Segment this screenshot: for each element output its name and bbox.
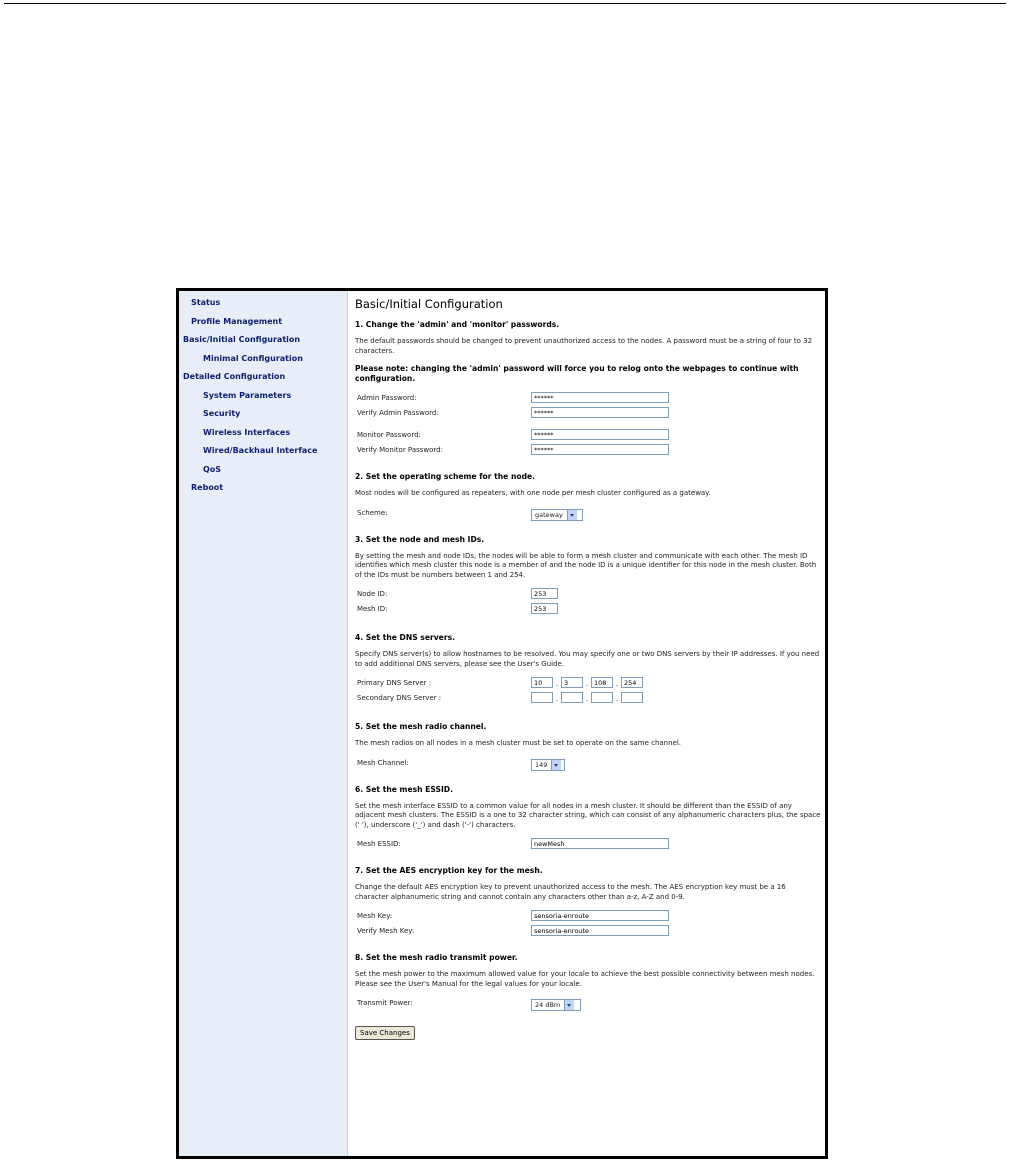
- chevron-down-icon: [567, 510, 577, 520]
- section-passwords-heading: 1. Change the 'admin' and 'monitor' passwords.: [355, 320, 560, 329]
- monitor-password-label: Monitor Password:: [357, 431, 421, 439]
- mesh-essid-row: [355, 838, 821, 853]
- admin-password-row: [355, 392, 821, 407]
- mesh-id-label: Mesh ID:: [357, 605, 388, 613]
- dot-separator: .: [555, 680, 559, 688]
- transmit-power-label: Transmit Power:: [357, 999, 413, 1007]
- section-ids-desc: By setting the mesh and node IDs, the nodes will be able to form a mesh cluster and communicate with each other. The mesh ID identifies which mesh cluster this node is a member of and the node ID is a unique identifier for this node in the mesh cluster. Both of the IDs must be numbers between 1 and 254.: [355, 551, 817, 579]
- primary-dns-label: Primary DNS Server :: [357, 679, 432, 687]
- transmit-power-row: [355, 997, 821, 1012]
- section-aes-heading: 7. Set the AES encryption key for the mesh.: [355, 866, 543, 875]
- sidebar-nav: [179, 291, 348, 1156]
- sidebar-item-reboot[interactable]: Reboot: [191, 483, 224, 492]
- primary-dns-octet-1[interactable]: [531, 677, 553, 688]
- top-rule: [4, 3, 1006, 4]
- node-id-label: Node ID:: [357, 590, 388, 598]
- verify-admin-password-label: Verify Admin Password:: [357, 409, 439, 417]
- verify-mesh-key-label: Verify Mesh Key:: [357, 927, 415, 935]
- section-channel-desc: The mesh radios on all nodes in a mesh cluster must be set to operate on the same channel.: [355, 739, 682, 747]
- mesh-id-row: [355, 603, 821, 620]
- section-ids-heading: 3. Set the node and mesh IDs.: [355, 534, 485, 544]
- chevron-down-icon: [551, 760, 561, 770]
- primary-dns-row: [355, 677, 821, 692]
- mesh-channel-label: Mesh Channel:: [357, 758, 409, 767]
- main-content: [353, 291, 825, 1156]
- scheme-row: [355, 507, 821, 522]
- primary-dns-octet-3[interactable]: [591, 677, 613, 688]
- section-power-heading: 8. Set the mesh radio transmit power.: [355, 953, 518, 962]
- section-aes-desc: Change the default AES encryption key to prevent unauthorized access to the mesh. The AES encryption key must be a 16 character alphanumeric string and cannot contain any characters other than a-z, A-Z and 0-9.: [355, 883, 786, 901]
- sidebar-item-qos[interactable]: QoS: [203, 464, 222, 474]
- verify-monitor-password-row: [355, 444, 821, 459]
- section-dns-heading: 4. Set the DNS servers.: [355, 633, 455, 642]
- mesh-essid-input[interactable]: [531, 838, 669, 849]
- page-title: Basic/Initial Configuration: [355, 297, 503, 311]
- verify-monitor-password-label: Verify Monitor Password:: [357, 446, 443, 454]
- dot-separator: .: [615, 680, 619, 688]
- admin-password-label: Admin Password:: [357, 394, 417, 402]
- mesh-key-row: [355, 910, 821, 925]
- verify-admin-password-input[interactable]: [531, 407, 669, 418]
- node-id-row: [355, 588, 821, 603]
- section-scheme-desc: Most nodes will be configured as repeaters, with one node per mesh cluster configured as a gateway.: [355, 489, 711, 497]
- dot-separator: .: [585, 680, 589, 688]
- section-channel-heading: 5. Set the mesh radio channel.: [355, 722, 487, 731]
- section-power-desc: Set the mesh power to the maximum allowed value for your locale to achieve the best possible connectivity between mesh nodes. Please see the User's Manual for the legal values for your locale.: [355, 970, 815, 988]
- dot-separator: .: [555, 695, 559, 703]
- transmit-power-select[interactable]: [531, 999, 581, 1011]
- sidebar-item-wireless-interfaces[interactable]: Wireless Interfaces: [203, 427, 291, 437]
- secondary-dns-fields: [531, 692, 643, 703]
- admin-password-input[interactable]: [531, 392, 669, 403]
- section-essid-heading: 6. Set the mesh ESSID.: [355, 784, 453, 794]
- chevron-down-icon: [564, 1000, 574, 1010]
- monitor-password-row: [355, 429, 821, 444]
- sidebar-item-wired-backhaul-interface[interactable]: Wired/Backhaul Interface: [203, 446, 318, 455]
- secondary-dns-row: [355, 692, 821, 709]
- primary-dns-octet-2[interactable]: [561, 677, 583, 688]
- mesh-essid-label: Mesh ESSID:: [357, 840, 401, 848]
- section-passwords-desc: The default passwords should be changed to prevent unauthorized access to the nodes. A password must be a string of four to 32 characters.: [355, 337, 813, 355]
- node-id-input[interactable]: [531, 588, 558, 599]
- verify-admin-password-row: [355, 407, 821, 422]
- verify-mesh-key-row: [355, 925, 821, 940]
- secondary-dns-octet-4[interactable]: [621, 692, 643, 703]
- mesh-channel-select[interactable]: [531, 759, 565, 771]
- sidebar-item-basic-initial-configuration[interactable]: Basic/Initial Configuration: [183, 335, 301, 344]
- secondary-dns-octet-1[interactable]: [531, 692, 553, 703]
- sidebar-item-system-parameters[interactable]: System Parameters: [203, 390, 292, 400]
- config-window: [176, 288, 828, 1159]
- monitor-password-input[interactable]: [531, 429, 669, 440]
- sidebar-item-profile-management[interactable]: Profile Management: [191, 316, 283, 326]
- section-essid-desc: Set the mesh interface ESSID to a common value for all nodes in a mesh cluster. It should be different than the ESSID of any adjacent mesh clusters. The ESSID is a one to 32 character string, which can consist of any alphanumeric characters plus, the space (' '), underscore ('_') and dash ('-') characters.: [355, 801, 821, 829]
- secondary-dns-label: Secondary DNS Server :: [357, 694, 442, 702]
- scheme-label: Scheme:: [357, 508, 388, 517]
- section-scheme-heading: 2. Set the operating scheme for the node.: [355, 472, 536, 481]
- sidebar-item-security[interactable]: Security: [203, 409, 241, 418]
- primary-dns-fields: [531, 677, 643, 688]
- sidebar-item-minimal-configuration[interactable]: Minimal Configuration: [203, 353, 303, 363]
- section-passwords-note: Please note: changing the 'admin' password will force you to relog onto the webpages to continue with configuration.: [355, 364, 799, 383]
- secondary-dns-octet-3[interactable]: [591, 692, 613, 703]
- mesh-id-input[interactable]: [531, 603, 558, 614]
- primary-dns-octet-4[interactable]: [621, 677, 643, 688]
- dot-separator: .: [615, 695, 619, 703]
- mesh-key-input[interactable]: [531, 910, 669, 921]
- mesh-channel-row: [355, 757, 821, 772]
- sidebar-item-status[interactable]: Status: [191, 298, 221, 307]
- verify-mesh-key-input[interactable]: [531, 925, 669, 936]
- sidebar-item-detailed-configuration[interactable]: Detailed Configuration: [183, 372, 286, 381]
- transmit-power-select-value: 24 dBm: [535, 1001, 561, 1009]
- scheme-select[interactable]: [531, 509, 583, 521]
- scheme-select-value: gateway: [535, 510, 563, 519]
- mesh-channel-select-value: 149: [535, 760, 548, 769]
- section-dns-desc: Specify DNS server(s) to allow hostnames to be resolved. You may specify one or two DNS servers by their IP addresses. If you need to add additional DNS servers, please see the User's Guide.: [355, 650, 820, 668]
- secondary-dns-octet-2[interactable]: [561, 692, 583, 703]
- mesh-key-label: Mesh Key:: [357, 912, 393, 920]
- save-changes-button[interactable]: Save Changes: [355, 1026, 415, 1040]
- verify-monitor-password-input[interactable]: [531, 444, 669, 455]
- dot-separator: .: [585, 695, 589, 703]
